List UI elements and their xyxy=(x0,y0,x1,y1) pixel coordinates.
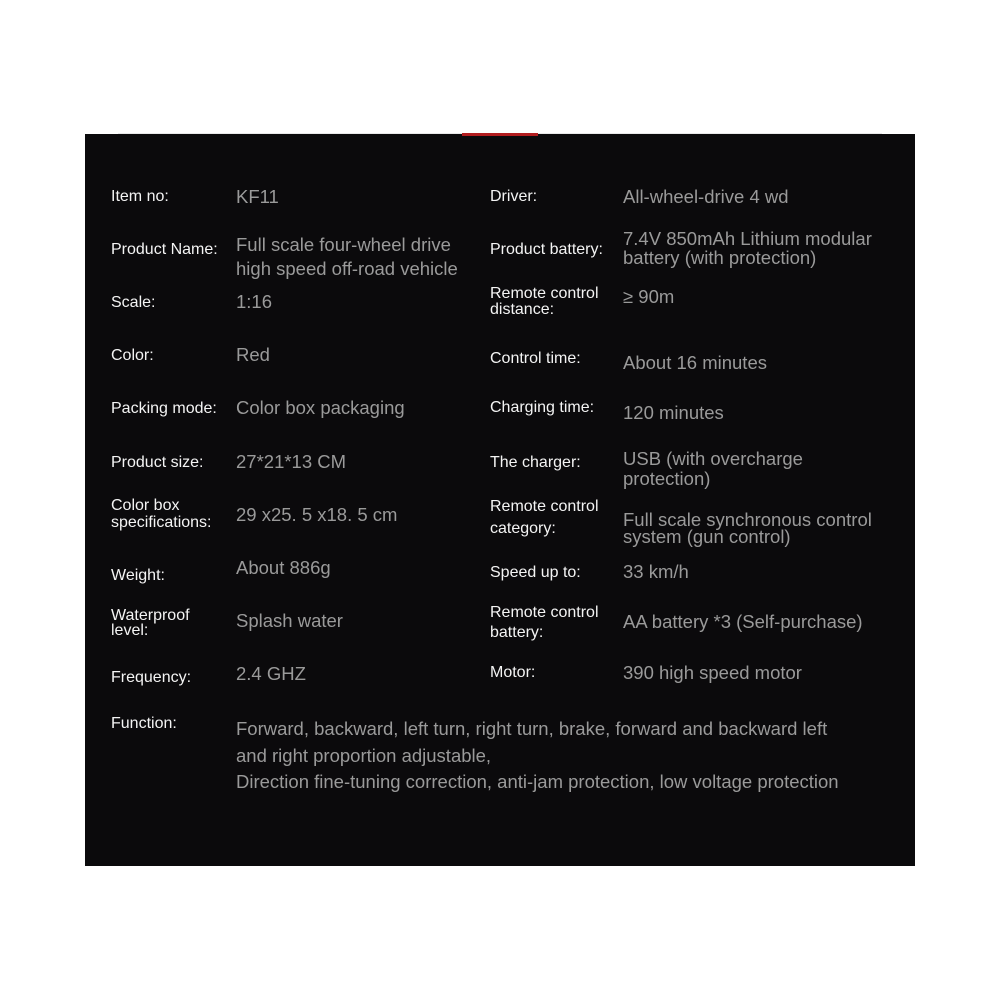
the-charger-label: The charger: xyxy=(490,454,581,471)
remote-control-distance-value: ≥ 90m xyxy=(623,286,675,307)
remote-control-distance-label-line2: distance: xyxy=(490,301,555,318)
charging-time-value: 120 minutes xyxy=(623,402,724,423)
the-charger-value-line2: protection) xyxy=(623,468,711,489)
driver-label: Driver: xyxy=(490,188,538,205)
control-time-value: About 16 minutes xyxy=(623,352,767,373)
remote-control-battery-label-line1: Remote control xyxy=(490,604,599,621)
remote-control-battery-label-line2: battery: xyxy=(490,624,544,641)
product-name-label: Product Name: xyxy=(111,241,218,258)
weight-value: About 886g xyxy=(236,557,331,578)
function-line-1: Forward, backward, left turn, right turn, brake, forward and backward left xyxy=(236,718,828,739)
remote-control-battery-value: AA battery *3 (Self-purchase) xyxy=(623,611,863,632)
frequency-value: 2.4 GHZ xyxy=(236,663,306,684)
color-box-specs-value: 29 x25. 5 x18. 5 cm xyxy=(236,504,398,525)
product-battery-value-line2: battery (with protection) xyxy=(623,247,817,268)
waterproof-level-label-line2: level: xyxy=(111,622,149,639)
top-accent-bar xyxy=(462,133,538,136)
scale-value: 1:16 xyxy=(236,291,273,312)
color-label: Color: xyxy=(111,347,154,364)
speed-label: Speed up to: xyxy=(490,564,581,581)
control-time-label: Control time: xyxy=(490,350,581,367)
waterproof-level-label-line1: Waterproof xyxy=(111,607,190,624)
product-battery-label: Product battery: xyxy=(490,241,603,258)
speed-value: 33 km/h xyxy=(623,561,689,582)
product-size-value: 27*21*13 CM xyxy=(236,451,347,472)
packing-mode-label: Packing mode: xyxy=(111,400,217,417)
frequency-label: Frequency: xyxy=(111,669,192,686)
scale-label: Scale: xyxy=(111,294,156,311)
waterproof-level-value: Splash water xyxy=(236,610,343,631)
product-name-value-line2: high speed off-road vehicle xyxy=(236,258,458,279)
remote-control-distance-label-line1: Remote control xyxy=(490,285,599,302)
charging-time-label: Charging time: xyxy=(490,399,595,416)
the-charger-value-line1: USB (with overcharge xyxy=(623,448,803,469)
function-line-2: and right proportion adjustable, xyxy=(236,744,492,766)
color-box-specs-label-line1: Color box xyxy=(111,497,180,514)
motor-value: 390 high speed motor xyxy=(623,662,802,683)
weight-label: Weight: xyxy=(111,567,165,584)
remote-control-category-label-line2: category: xyxy=(490,520,556,537)
function-description xyxy=(236,716,906,796)
remote-control-category-label-line1: Remote control xyxy=(490,498,599,515)
item-no-value: KF11 xyxy=(236,186,279,207)
packing-mode-value: Color box packaging xyxy=(236,397,405,418)
color-box-specs-label-line2: specifications: xyxy=(111,514,212,531)
function-label: Function: xyxy=(111,715,177,732)
product-size-label: Product size: xyxy=(111,454,204,471)
remote-control-category-value-line2: system (gun control) xyxy=(623,526,791,547)
product-name-value-line1: Full scale four-wheel drive xyxy=(236,234,451,255)
function-line-3: Direction fine-tuning correction, anti-jam protection, low voltage protection xyxy=(236,771,839,792)
driver-value: All-wheel-drive 4 wd xyxy=(623,186,789,207)
product-battery-value-line1: 7.4V 850mAh Lithium modular xyxy=(623,228,872,249)
remote-control-category-value-line1: Full scale synchronous control xyxy=(623,509,872,530)
item-no-label: Item no: xyxy=(111,188,169,205)
color-value: Red xyxy=(236,344,270,365)
motor-label: Motor: xyxy=(490,664,536,681)
